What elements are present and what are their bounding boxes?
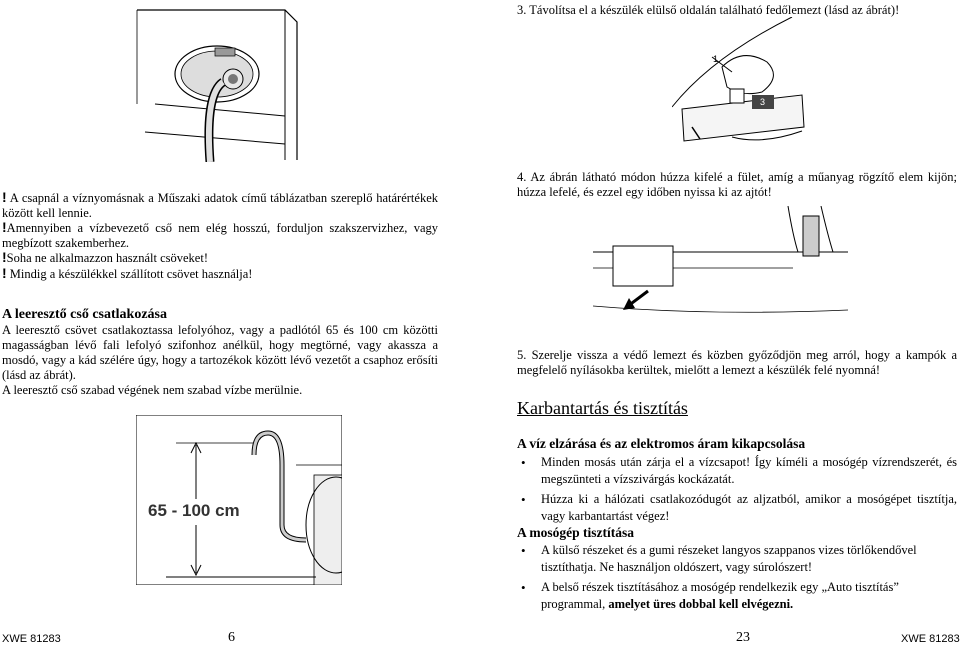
- page-number-right: 23: [736, 630, 750, 645]
- warning-item: !Soha ne alkalmazzon használt csöveket!: [2, 249, 208, 265]
- list-item: • Minden mosás után zárja el a vízcsapot! Így kíméli a mosógép vízrendszerét, és megszünteti a vízszivárgás kockázatát.: [517, 454, 957, 488]
- list-item: • Húzza ki a hálózati csatlakozódugót az aljzatból, amikor a mosógépet tisztítja, vagy karbantartást végez!: [517, 491, 957, 525]
- warnings-list: [2, 190, 438, 281]
- warning-item: ! Mindig a készülékkel szállított csövet használja!: [2, 264, 253, 281]
- drain-heading: A leeresztő cső csatlakozása: [2, 307, 167, 322]
- page-number-left: 6: [228, 630, 235, 645]
- figure-number-2: 2: [738, 93, 744, 103]
- warning-mark: !: [2, 219, 7, 235]
- figure-number-1: 1: [713, 54, 719, 64]
- step-5: 5. Szerelje vissza a védő lemezt és közben győződjön meg arról, hogy a kampók a megfelelő nyílásokba kerültek, mielőtt a lemezt a készülék felé nyomná!: [517, 348, 957, 377]
- cover-plate-figure: [672, 17, 808, 145]
- hose-connection-figure: [135, 4, 303, 162]
- warning-item: ! A csapnál a víznyomásnak a Műszaki adatok című táblázatban szereplő határértékek között kell lennie.: [2, 189, 438, 220]
- footer-model-right: XWE 81283: [901, 633, 960, 645]
- footer-model-left: XWE 81283: [2, 633, 61, 645]
- maintenance-heading: Karbantartás és tisztítás: [517, 398, 688, 418]
- height-label: 65 - 100 cm: [148, 501, 240, 520]
- step-3: 3. Távolítsa el a készülék elülső oldalán található fedőlemezt (lásd az ábrát)!: [517, 3, 900, 17]
- drain-paragraph: A leeresztő csövet csatlakoztassa lefolyóhoz, vagy a padlótól 65 és 100 cm közötti magasságban lévő fali lefolyó szifonhoz anélkül, hogy megtörné, vagy akassza a mosdó, vagy a kád szélére úgy, hogy a tartozékok között lévő vezetőt a csaphoz erősíti (lásd az ábrát).: [2, 323, 438, 382]
- cleaning-heading: A mosógép tisztítása: [517, 525, 634, 540]
- tab-pull-figure: [593, 206, 848, 334]
- drain-height-figure: [136, 415, 342, 585]
- list-item: • A külső részeket és a gumi részeket langyos szappanos vizes törlőkendővel tisztíthatja. Ne használjon oldószert, vagy súrolószert!: [517, 542, 957, 576]
- warning-mark: !: [2, 249, 7, 265]
- shutoff-heading: A víz elzárása és az elektromos áram kikapcsolása: [517, 436, 806, 451]
- warning-mark: !: [2, 189, 7, 205]
- step-4: 4. Az ábrán látható módon húzza kifelé a fület, amíg a műanyag rögzítő elem kijön; húzza lefelé, és ezzel egy időben nyissa ki az ajtót!: [517, 170, 957, 199]
- cleaning-list: [517, 542, 957, 616]
- drain-note: A leeresztő cső szabad végének nem szabad vízbe merülnie.: [2, 383, 303, 397]
- warning-item: !Amennyiben a vízbevezető cső nem elég hosszú, forduljon szakszervizhez, vagy megbízott szakemberhez.: [2, 219, 438, 250]
- shutoff-list: [517, 454, 957, 528]
- list-item: • A belső részek tisztításához a mosógép rendelkezik egy „Auto tisztítás” programmal, amelyet üres dobbal kell elvégezni.: [517, 579, 957, 613]
- warning-mark: !: [2, 264, 7, 281]
- figure-number-3: 3: [760, 97, 766, 107]
